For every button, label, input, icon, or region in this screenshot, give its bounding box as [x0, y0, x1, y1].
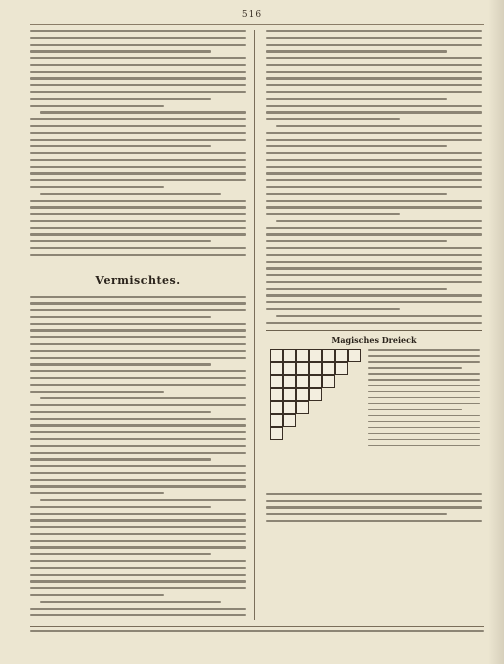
- text-line: [266, 159, 482, 161]
- puzzle-cell[interactable]: [283, 414, 296, 427]
- text-line: [266, 166, 482, 168]
- puzzle-cell[interactable]: [270, 401, 283, 414]
- puzzle-cell[interactable]: [335, 362, 348, 375]
- left-article-1: [30, 30, 246, 256]
- text-line: [30, 254, 246, 256]
- text-line: [368, 361, 480, 363]
- text-line: [30, 316, 211, 318]
- text-line: [30, 411, 211, 413]
- text-line: [30, 614, 246, 616]
- text-line: [266, 254, 482, 256]
- text-line: [30, 206, 246, 208]
- text-line: [368, 427, 480, 429]
- text-line: [30, 594, 164, 596]
- text-line: [30, 125, 246, 127]
- text-line: [30, 323, 246, 325]
- puzzle-cell[interactable]: [322, 349, 335, 362]
- text-line: [368, 409, 462, 411]
- text-line: [40, 499, 246, 501]
- text-line: [30, 513, 246, 515]
- section-heading: Vermischtes.: [95, 273, 181, 287]
- text-line: [40, 601, 221, 603]
- text-line: [276, 315, 482, 317]
- text-line: [30, 302, 246, 304]
- puzzle-cell[interactable]: [270, 375, 283, 388]
- left-column: [30, 30, 246, 618]
- puzzle-cell[interactable]: [283, 362, 296, 375]
- text-line: [266, 152, 482, 154]
- text-line: [266, 493, 482, 495]
- puzzle-cell[interactable]: [296, 375, 309, 388]
- puzzle-cell[interactable]: [270, 362, 283, 375]
- text-line: [30, 77, 246, 79]
- text-line: [30, 357, 246, 359]
- text-line: [266, 30, 482, 32]
- text-line: [30, 384, 246, 386]
- text-line: [30, 574, 246, 576]
- text-line: [30, 57, 246, 59]
- puzzle-box: [266, 330, 482, 493]
- text-line: [30, 485, 246, 487]
- puzzle-cell[interactable]: [270, 388, 283, 401]
- puzzle-cell[interactable]: [283, 349, 296, 362]
- text-line: [266, 520, 482, 522]
- page-fold-shadow: [488, 0, 504, 664]
- text-line: [266, 288, 447, 290]
- text-line: [368, 403, 480, 405]
- text-line: [368, 385, 480, 387]
- puzzle-cell[interactable]: [309, 388, 322, 401]
- text-line: [30, 445, 246, 447]
- footer-rule: [30, 626, 484, 627]
- text-line: [266, 227, 482, 229]
- text-line: [30, 479, 246, 481]
- text-line: [266, 301, 482, 303]
- puzzle-cell[interactable]: [296, 349, 309, 362]
- imprint-text-line: [30, 630, 484, 632]
- text-line: [266, 139, 482, 141]
- text-line: [30, 370, 246, 372]
- text-line: [276, 220, 482, 222]
- text-line: [30, 472, 246, 474]
- text-line: [30, 105, 164, 107]
- text-line: [266, 500, 482, 502]
- puzzle-cell[interactable]: [309, 362, 322, 375]
- text-line: [266, 193, 447, 195]
- text-line: [30, 247, 246, 249]
- text-line: [30, 580, 246, 582]
- text-line: [266, 57, 482, 59]
- text-line: [30, 240, 211, 242]
- text-line: [30, 220, 246, 222]
- right-article-2: [266, 493, 482, 522]
- puzzle-cell[interactable]: [270, 427, 283, 440]
- text-line: [266, 118, 400, 120]
- text-line: [266, 111, 482, 113]
- text-line: [266, 267, 482, 269]
- puzzle-cell[interactable]: [348, 349, 361, 362]
- text-line: [266, 50, 447, 52]
- text-line: [266, 294, 482, 296]
- text-line: [368, 349, 480, 351]
- puzzle-cell[interactable]: [296, 362, 309, 375]
- text-line: [30, 179, 246, 181]
- text-line: [30, 336, 246, 338]
- text-line: [368, 355, 480, 357]
- text-line: [30, 71, 246, 73]
- text-line: [30, 166, 246, 168]
- text-line: [30, 391, 164, 393]
- text-line: [30, 98, 211, 100]
- text-line: [30, 309, 246, 311]
- puzzle-cell[interactable]: [283, 375, 296, 388]
- text-line: [30, 145, 211, 147]
- text-line: [30, 84, 246, 86]
- text-line: [266, 261, 482, 263]
- text-line: [266, 132, 482, 134]
- article-signature: [30, 261, 246, 268]
- text-line: [30, 50, 211, 52]
- text-line: [368, 391, 480, 393]
- text-line: [266, 172, 482, 174]
- text-line: [30, 159, 246, 161]
- text-line: [266, 71, 482, 73]
- text-line: [30, 329, 246, 331]
- text-line: [266, 77, 482, 79]
- text-line: [266, 274, 482, 276]
- text-line: [30, 296, 246, 298]
- text-line: [30, 213, 246, 215]
- text-line: [30, 438, 246, 440]
- text-line: [266, 213, 400, 215]
- text-line: [368, 367, 462, 369]
- text-line: [266, 240, 447, 242]
- text-line: [266, 186, 482, 188]
- text-line: [266, 179, 482, 181]
- puzzle-cell[interactable]: [283, 401, 296, 414]
- right-column: [266, 30, 482, 618]
- text-line: [30, 44, 246, 46]
- page-number: 516: [241, 10, 263, 20]
- text-line: [266, 44, 482, 46]
- header-rule: [30, 24, 484, 25]
- text-line: [30, 418, 246, 420]
- text-line: [30, 118, 246, 120]
- text-line: [266, 91, 482, 93]
- text-line: [30, 233, 246, 235]
- text-line: [368, 445, 480, 447]
- text-line: [266, 281, 482, 283]
- text-line: [266, 233, 482, 235]
- text-line: [30, 608, 246, 610]
- text-line: [30, 533, 246, 535]
- text-line: [368, 373, 480, 375]
- puzzle-cell[interactable]: [296, 388, 309, 401]
- text-line: [368, 433, 480, 435]
- text-line: [368, 439, 480, 441]
- puzzle-cell[interactable]: [283, 388, 296, 401]
- text-line: [30, 553, 211, 555]
- text-line: [40, 397, 246, 399]
- text-line: [30, 377, 246, 379]
- puzzle-cell[interactable]: [322, 362, 335, 375]
- text-line: [30, 64, 246, 66]
- text-line: [266, 145, 447, 147]
- puzzle-cell[interactable]: [296, 401, 309, 414]
- text-line: [30, 30, 246, 32]
- text-line: [30, 200, 246, 202]
- text-line: [30, 152, 246, 154]
- puzzle-clues: [368, 349, 480, 451]
- text-line: [266, 206, 482, 208]
- text-line: [30, 506, 211, 508]
- puzzle-cell[interactable]: [309, 349, 322, 362]
- text-line: [266, 513, 447, 515]
- text-line: [30, 540, 246, 542]
- puzzle-cell[interactable]: [322, 375, 335, 388]
- text-line: [30, 519, 246, 521]
- text-line: [30, 526, 246, 528]
- text-line: [30, 363, 211, 365]
- text-line: [30, 424, 246, 426]
- text-line: [266, 308, 400, 310]
- text-line: [30, 186, 164, 188]
- text-line: [368, 421, 480, 423]
- text-line: [30, 350, 246, 352]
- text-line: [40, 111, 246, 113]
- text-line: [266, 322, 482, 324]
- text-line: [30, 132, 246, 134]
- puzzle-cell[interactable]: [335, 349, 348, 362]
- imprint-line: [30, 630, 484, 642]
- text-line: [266, 200, 482, 202]
- text-line: [30, 172, 246, 174]
- text-line: [368, 397, 480, 399]
- text-line: [40, 193, 221, 195]
- text-line: [30, 37, 246, 39]
- text-line: [266, 98, 447, 100]
- text-line: [30, 139, 246, 141]
- text-line: [266, 247, 482, 249]
- text-line: [276, 125, 482, 127]
- text-line: [30, 567, 246, 569]
- text-line: [30, 465, 246, 467]
- text-line: [30, 227, 246, 229]
- text-line: [30, 404, 246, 406]
- text-line: [30, 492, 164, 494]
- text-line: [30, 587, 246, 589]
- text-line: [30, 458, 211, 460]
- text-line: [368, 415, 480, 417]
- text-line: [266, 105, 482, 107]
- puzzle-title: Magisches Dreieck: [331, 334, 417, 345]
- text-line: [30, 560, 246, 562]
- right-article-1: [266, 30, 482, 324]
- puzzle-cell[interactable]: [309, 375, 322, 388]
- left-article-2: [30, 296, 246, 618]
- text-line: [368, 379, 480, 381]
- text-line: [30, 546, 246, 548]
- text-line: [30, 431, 246, 433]
- column-divider: [254, 30, 255, 620]
- text-line: [266, 37, 482, 39]
- text-line: [266, 506, 482, 508]
- text-line: [266, 84, 482, 86]
- text-line: [30, 452, 246, 454]
- puzzle-cell[interactable]: [270, 349, 283, 362]
- text-line: [266, 64, 482, 66]
- puzzle-cell[interactable]: [270, 414, 283, 427]
- text-line: [30, 91, 246, 93]
- text-line: [30, 343, 246, 345]
